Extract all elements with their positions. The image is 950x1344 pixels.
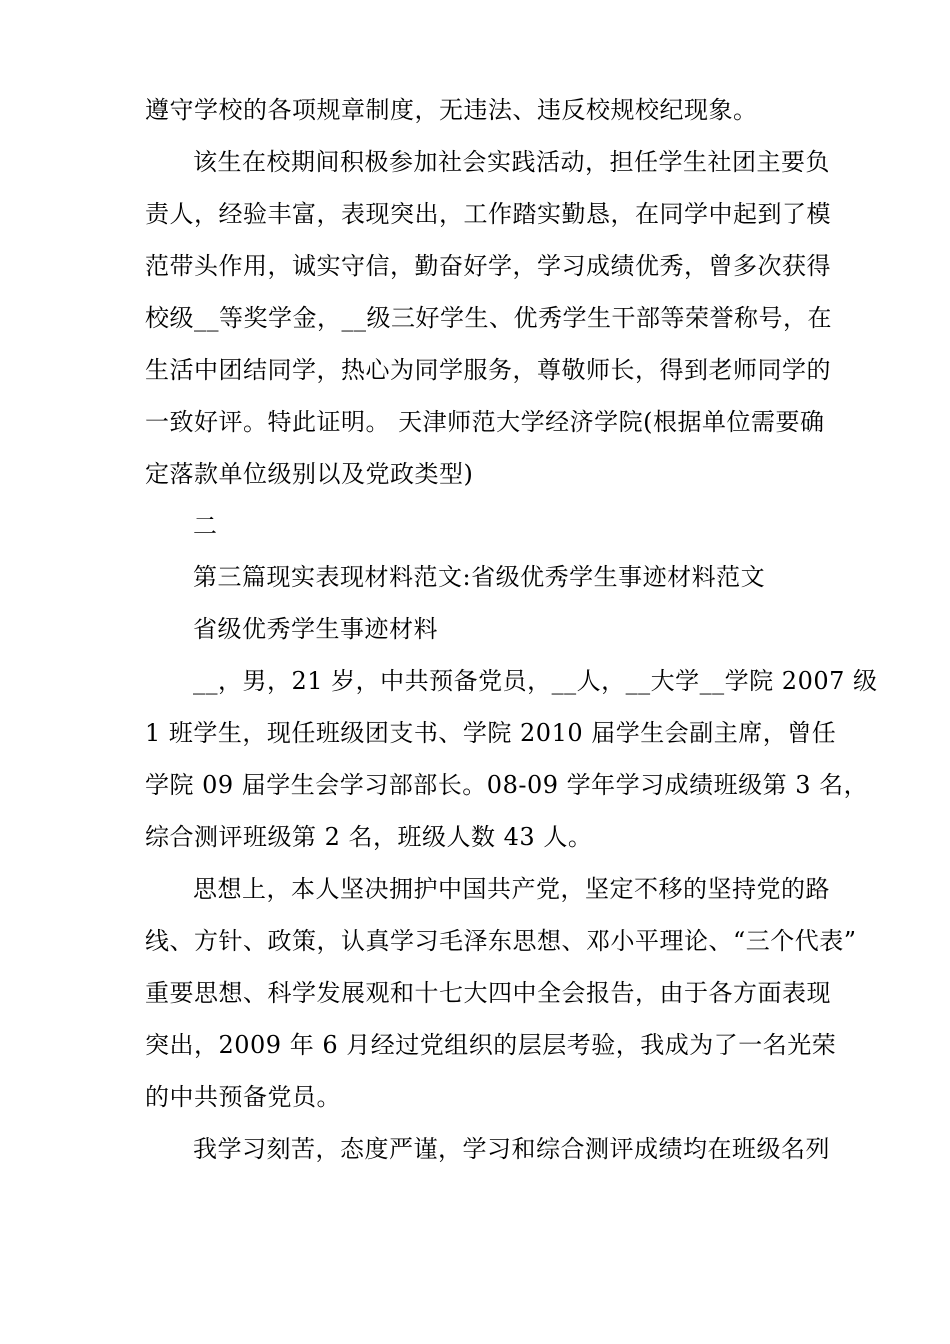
text-line: 一致好评。特此证明。 天津师范大学经济学院(根据单位需要确 <box>145 408 825 436</box>
text-line: 思想上，本人坚决拥护中国共产党，坚定不移的坚持党的路 <box>193 875 830 903</box>
text-line: 我学习刻苦，态度严谨，学习和综合测评成绩均在班级名列 <box>193 1135 830 1163</box>
text-line: 学院 09 届学生会学习部部长。08-09 学年学习成绩班级第 3 名， <box>145 771 869 799</box>
text-line: 综合测评班级第 2 名，班级人数 43 人。 <box>145 823 593 851</box>
text-line: 范带头作用，诚实守信，勤奋好学，学习成绩优秀，曾多次获得 <box>145 252 831 280</box>
section-number: 二 <box>193 512 218 540</box>
section-title: 第三篇现实表现材料范文:省级优秀学生事迹材料范文 <box>193 563 766 591</box>
subtitle: 省级优秀学生事迹材料 <box>193 615 438 643</box>
text-line: __，男，21 岁，中共预备党员，__人，__大学__学院 2007 级 <box>193 667 878 695</box>
text-line: 线、方针、政策，认真学习毛泽东思想、邓小平理论、“三个代表” <box>145 927 857 955</box>
text-line: 重要思想、科学发展观和十七大四中全会报告，由于各方面表现 <box>145 979 831 1007</box>
text-line: 校级__等奖学金，__级三好学生、优秀学生干部等荣誉称号，在 <box>145 304 832 332</box>
text-line: 定落款单位级别以及党政类型) <box>145 460 474 488</box>
text-line: 该生在校期间积极参加社会实践活动，担任学生社团主要负 <box>193 148 830 176</box>
text-line: 生活中团结同学，热心为同学服务，尊敬师长，得到老师同学的 <box>145 356 831 384</box>
text-line: 突出，2009 年 6 月经过党组织的层层考验，我成为了一名光荣 <box>145 1031 837 1059</box>
text-line: 遵守学校的各项规章制度，无违法、违反校规校纪现象。 <box>145 96 758 124</box>
text-line: 的中共预备党员。 <box>145 1083 341 1111</box>
text-line: 1 班学生，现任班级团支书、学院 2010 届学生会副主席，曾任 <box>145 719 837 747</box>
text-line: 责人，经验丰富，表现突出，工作踏实勤恳，在同学中起到了模 <box>145 200 831 228</box>
